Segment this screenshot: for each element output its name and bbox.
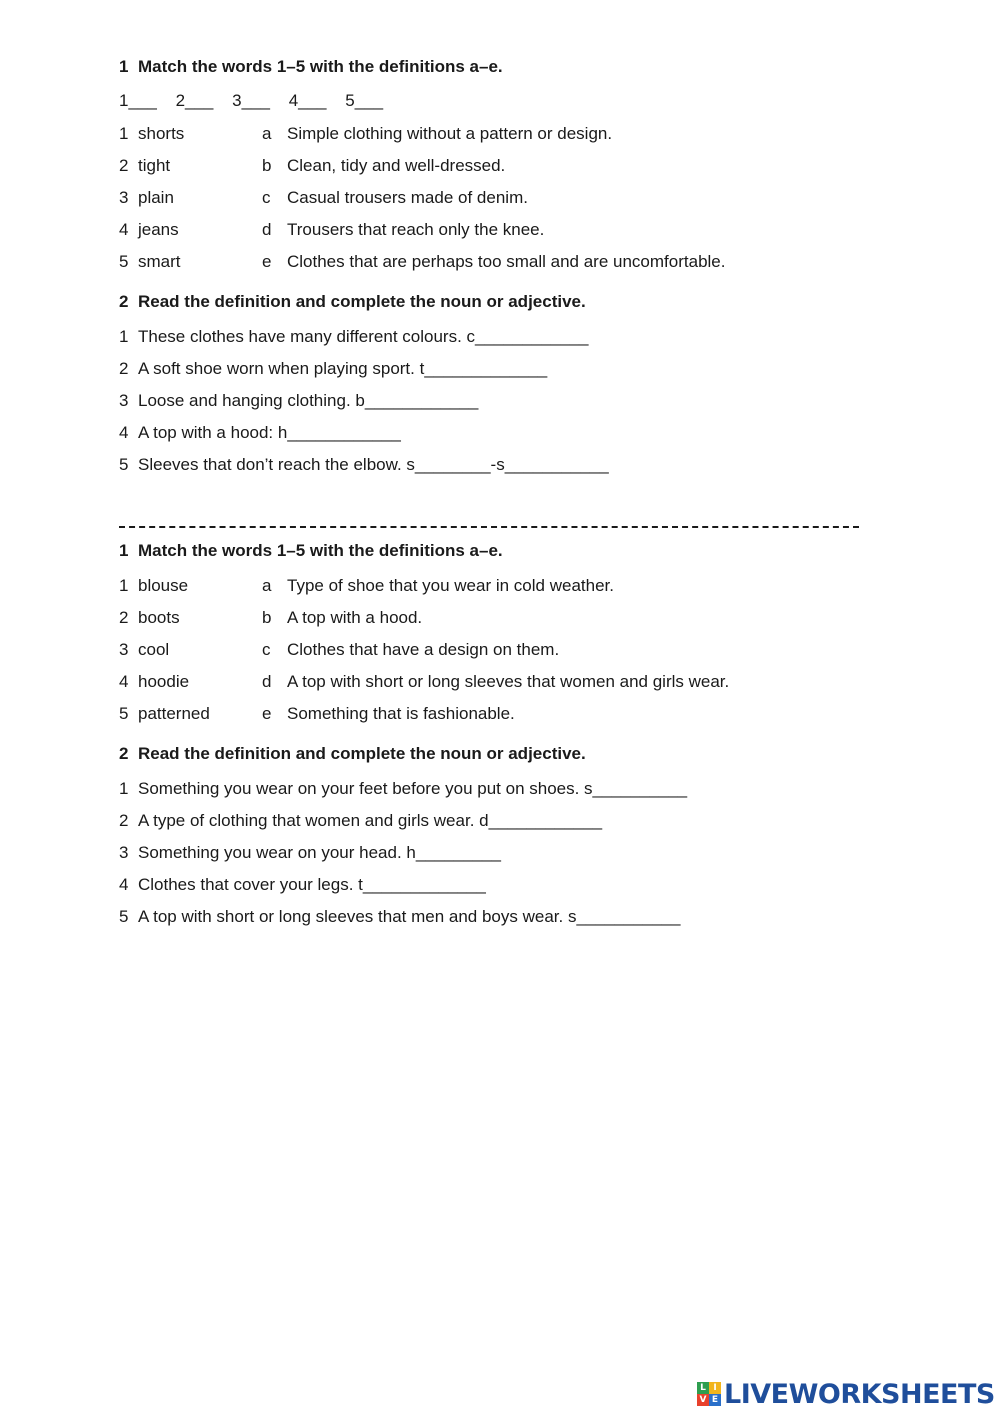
definition-letter: d (262, 672, 272, 691)
section1-heading (119, 57, 503, 77)
completion-item[interactable] (119, 907, 680, 927)
definition-text: A top with a hood. (287, 608, 423, 627)
definition-letter: c (262, 640, 271, 659)
section2-heading-number: 2 (119, 292, 129, 311)
match-word: tight (138, 156, 171, 175)
section3-heading (119, 541, 503, 561)
definition-letter: e (262, 252, 272, 271)
completion-text: A type of clothing that women and girls wear. d____________ (138, 811, 603, 830)
logo-text: LIVEWORKSHEETS (724, 1378, 995, 1410)
completion-item[interactable] (119, 359, 547, 379)
item-number: 5 (119, 252, 129, 271)
definition-text: Casual trousers made of denim. (287, 188, 528, 207)
answer-blanks-row (119, 91, 397, 111)
item-number: 3 (119, 391, 129, 410)
section1-heading-number: 1 (119, 57, 129, 76)
completion-item[interactable] (119, 391, 478, 411)
logo-mark-tile: I (709, 1382, 721, 1394)
match-word: hoodie (138, 672, 190, 691)
completion-item[interactable] (119, 811, 602, 831)
logo-mark-icon (697, 1382, 721, 1406)
completion-text: These clothes have many different colours. c____________ (138, 327, 589, 346)
definition-letter: a (262, 124, 272, 143)
section2-heading-text: Read the definition and complete the noun or adjective. (138, 292, 586, 311)
section3-heading-text: Match the words 1–5 with the definitions a–e. (138, 541, 503, 560)
item-number: 5 (119, 907, 129, 926)
completion-item[interactable] (119, 875, 486, 895)
logo-mark-tile: L (697, 1382, 709, 1394)
completion-text: Something you wear on your feet before you put on shoes. s__________ (138, 779, 688, 798)
answer-blank-1[interactable]: 1___ (119, 91, 157, 110)
answer-blank-2[interactable]: 2___ (175, 91, 214, 110)
definition-text: Type of shoe that you wear in cold weather. (287, 576, 614, 595)
completion-item[interactable] (119, 843, 501, 863)
completion-text: Something you wear on your head. h_________ (138, 843, 501, 862)
item-number: 4 (119, 875, 129, 894)
item-number: 5 (119, 455, 129, 474)
item-number: 2 (119, 156, 129, 175)
match-word: shorts (138, 124, 185, 143)
completion-text: Loose and hanging clothing. b____________ (138, 391, 479, 410)
completion-text: Sleeves that don’t reach the elbow. s________-s___________ (138, 455, 609, 474)
definition-letter: b (262, 156, 272, 175)
definition-letter: d (262, 220, 272, 239)
section2-heading (119, 292, 586, 312)
item-number: 3 (119, 843, 129, 862)
completion-text: Clothes that cover your legs. t_____________ (138, 875, 486, 894)
completion-item[interactable] (119, 779, 687, 799)
definition-text: Simple clothing without a pattern or design. (287, 124, 613, 143)
completion-text: A top with a hood: h____________ (138, 423, 401, 442)
match-word: jeans (138, 220, 179, 239)
definition-text: Clothes that have a design on them. (287, 640, 560, 659)
match-word: plain (138, 188, 174, 207)
definition-letter: b (262, 608, 272, 627)
item-number: 4 (119, 220, 129, 239)
match-word: boots (138, 608, 180, 627)
definition-text: Clothes that are perhaps too small and are uncomfortable. (287, 252, 726, 271)
match-word: blouse (138, 576, 189, 595)
item-number: 1 (119, 779, 129, 798)
section4-heading-number: 2 (119, 744, 129, 763)
item-number: 2 (119, 811, 129, 830)
section3-heading-number: 1 (119, 541, 129, 560)
item-number: 4 (119, 672, 129, 691)
match-word: patterned (138, 704, 210, 723)
completion-item[interactable] (119, 423, 401, 443)
item-number: 2 (119, 608, 129, 627)
item-number: 1 (119, 124, 129, 143)
logo-mark-tile: E (709, 1394, 721, 1406)
item-number: 1 (119, 327, 129, 346)
item-number: 5 (119, 704, 129, 723)
item-number: 3 (119, 640, 129, 659)
definition-letter: e (262, 704, 272, 723)
definition-letter: a (262, 576, 272, 595)
definition-text: Something that is fashionable. (287, 704, 515, 723)
answer-blank-4[interactable]: 4___ (288, 91, 327, 110)
definition-text: Trousers that reach only the knee. (287, 220, 545, 239)
cut-line-divider (119, 526, 859, 528)
item-number: 2 (119, 359, 129, 378)
section4-heading-text: Read the definition and complete the noun or adjective. (138, 744, 586, 763)
item-number: 4 (119, 423, 129, 442)
definition-letter: c (262, 188, 271, 207)
completion-text: A top with short or long sleeves that men and boys wear. s___________ (138, 907, 681, 926)
answer-blank-3[interactable]: 3___ (232, 91, 270, 110)
match-word: smart (138, 252, 181, 271)
item-number: 1 (119, 576, 129, 595)
section4-heading (119, 744, 586, 764)
completion-text: A soft shoe worn when playing sport. t_____________ (138, 359, 548, 378)
section1-heading-text: Match the words 1–5 with the definitions a–e. (138, 57, 503, 76)
definition-text: Clean, tidy and well-dressed. (287, 156, 506, 175)
completion-item[interactable] (119, 327, 588, 347)
liveworksheets-logo (697, 1378, 995, 1410)
item-number: 3 (119, 188, 129, 207)
logo-mark-tile: V (697, 1394, 709, 1406)
definition-text: A top with short or long sleeves that women and girls wear. (287, 672, 730, 691)
completion-item[interactable] (119, 455, 609, 475)
match-word: cool (138, 640, 170, 659)
answer-blank-5[interactable]: 5___ (345, 91, 384, 110)
